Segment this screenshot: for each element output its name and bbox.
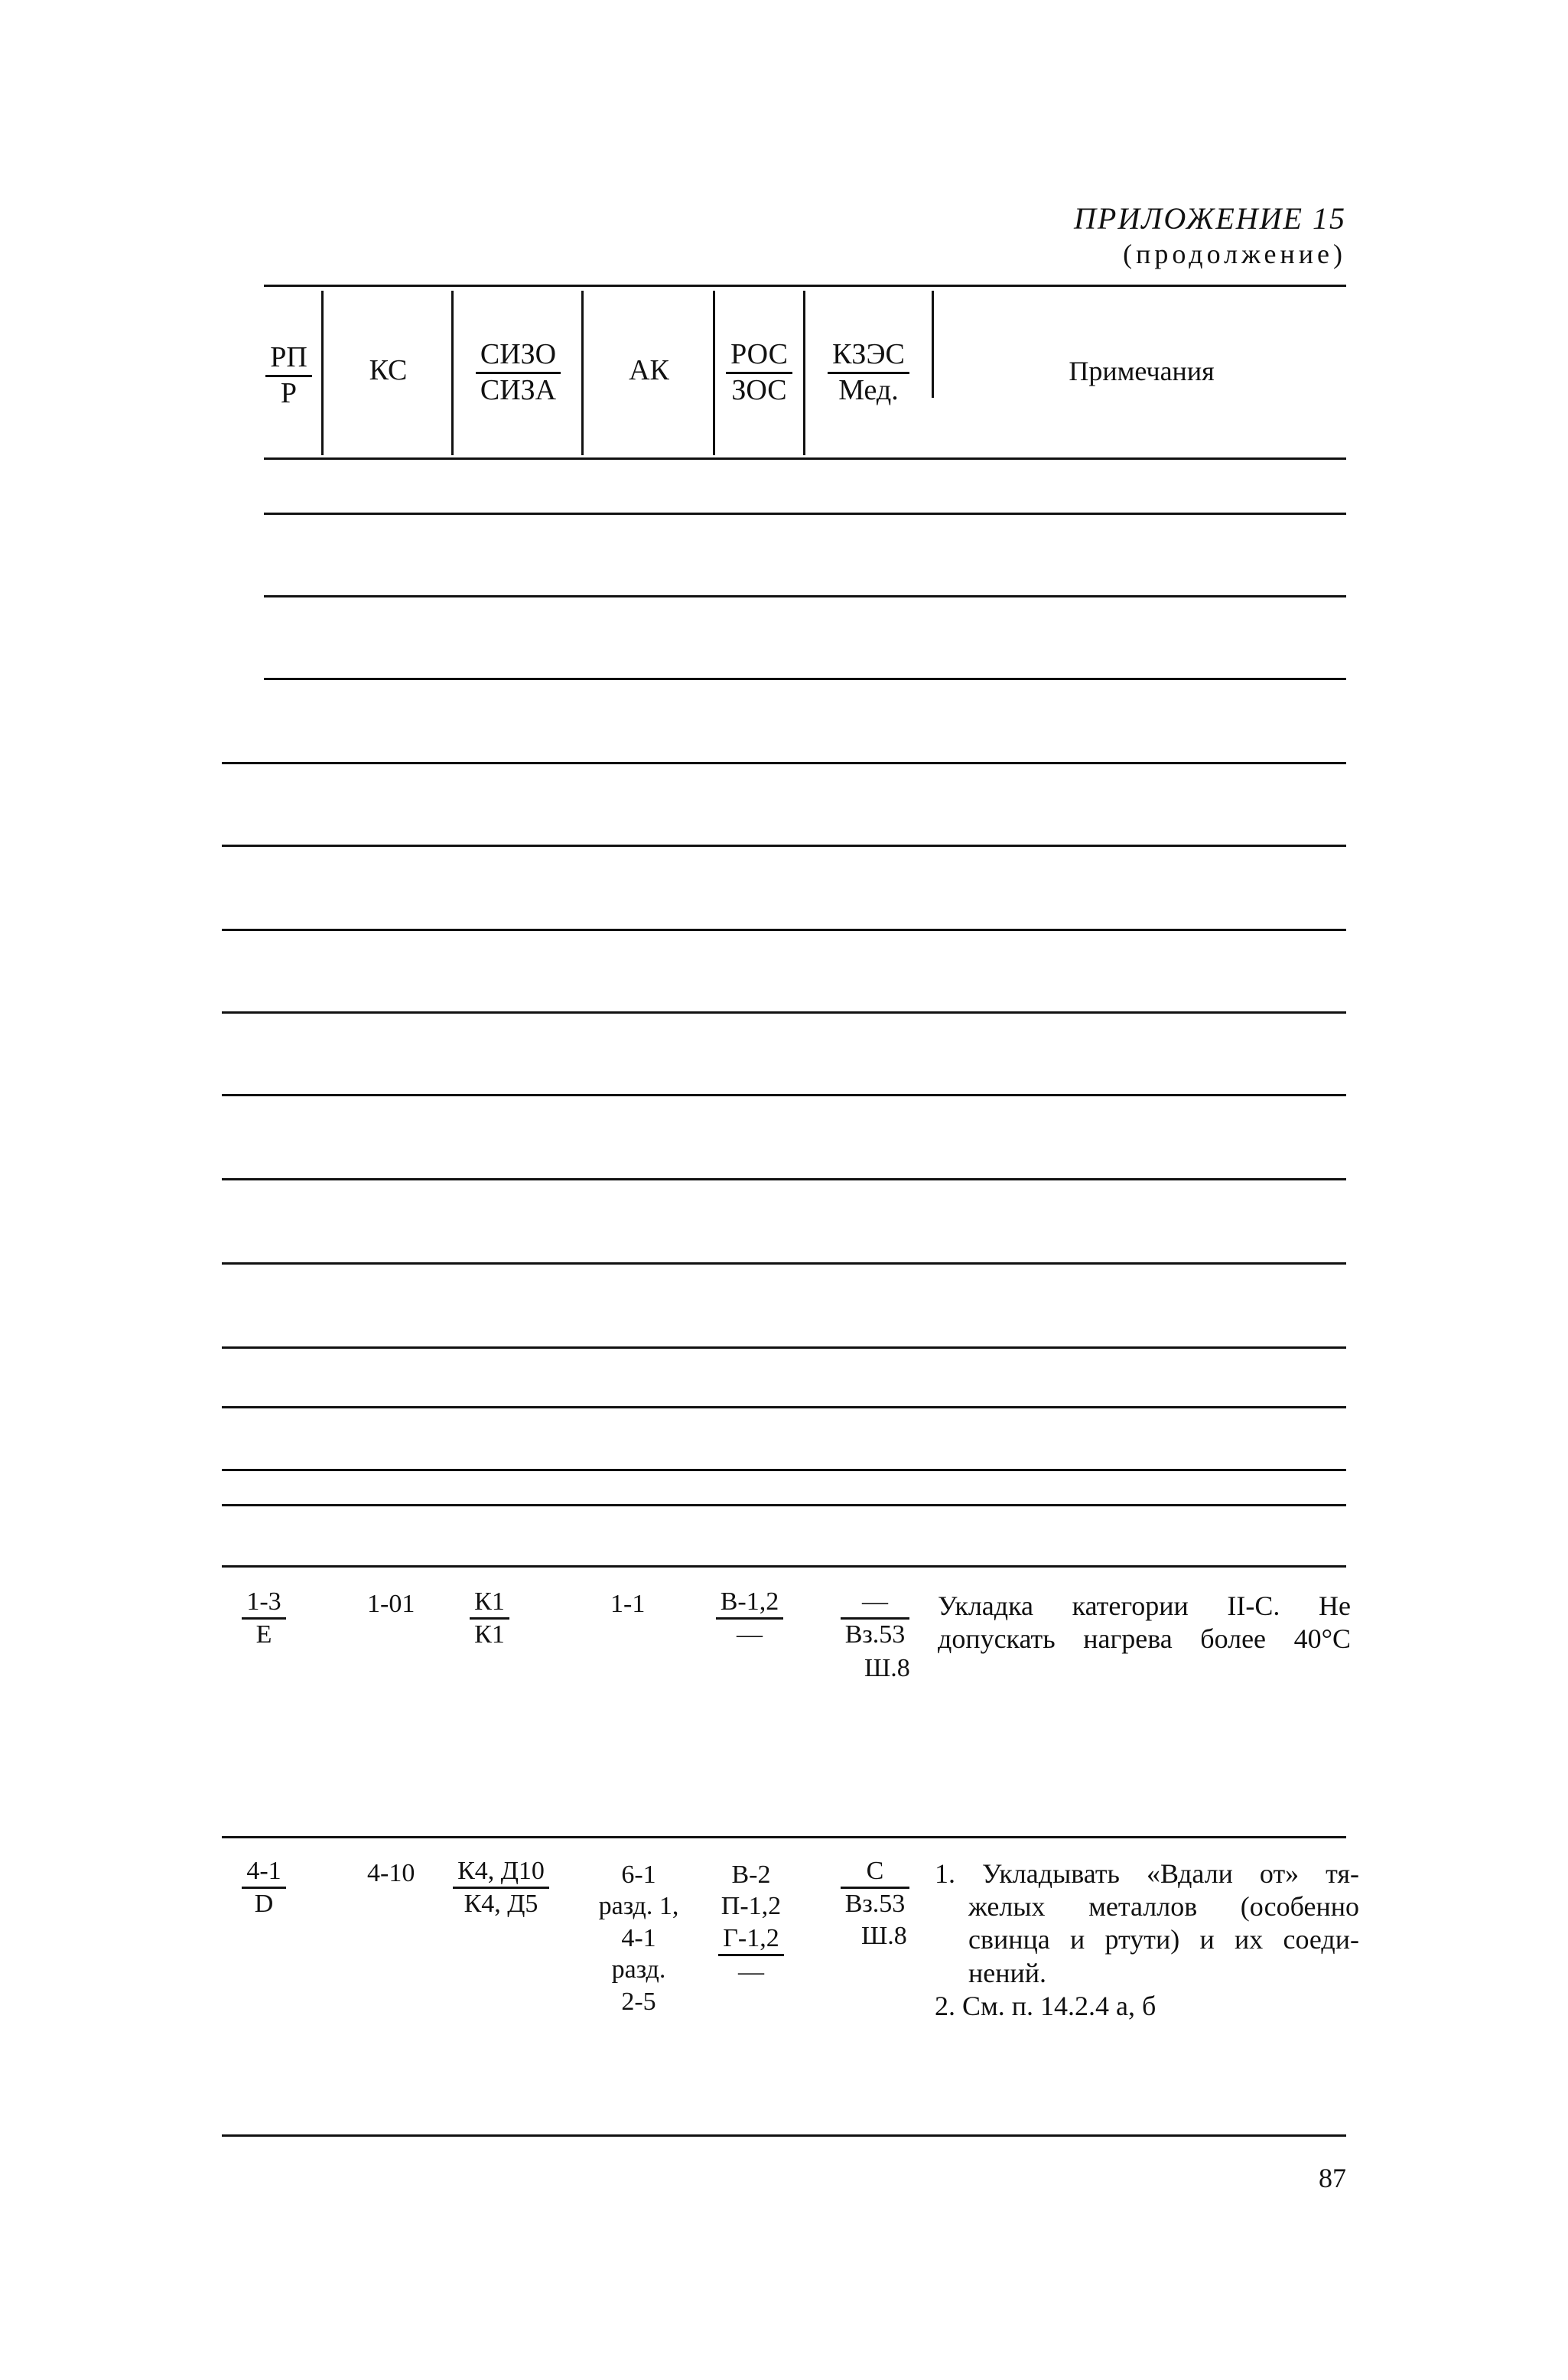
header-ros (715, 340, 803, 407)
header-ros-bottom: ЗОС (731, 373, 787, 406)
table-row-1-ros (696, 1588, 803, 1649)
table-row-2-notes (935, 1857, 1359, 2023)
blank-rule (222, 1011, 1346, 1014)
table-bottom-rule (222, 2134, 1346, 2137)
row-separator (222, 1836, 1346, 1838)
page-number: 87 (1319, 2163, 1346, 2193)
col-divider-3 (581, 291, 584, 455)
blank-rule (264, 595, 1346, 597)
table-row-2-rp (229, 1857, 298, 1919)
table-row-1-ak: 1-1 (610, 1590, 646, 1618)
blank-rule (222, 1094, 1346, 1096)
table-row-2-kzes (814, 1857, 936, 1919)
blank-rule (222, 1406, 1346, 1408)
table-row-2-kzes-extra: Ш.8 (861, 1922, 907, 1950)
table-row-2-ros (698, 1859, 805, 1988)
row2-ros-line-2: П-1,2 (721, 1892, 782, 1921)
row2-sizo-bottom: К4, Д5 (464, 1889, 538, 1918)
blank-rule (264, 513, 1346, 515)
row2-ak-line-3: 4-1 (621, 1923, 656, 1952)
row2-ros-line-3: Г-1,2 (718, 1923, 783, 1956)
row2-rp-top: 4-1 (242, 1857, 285, 1889)
row1-note-line-1: Укладка категории II-С. Не (938, 1590, 1351, 1621)
table-row-1-sizo (428, 1588, 551, 1649)
appendix-title: ПРИЛОЖЕНИЕ 15 (1074, 201, 1346, 236)
row1-kzes-top: — (841, 1588, 910, 1620)
table-header-bottom-rule (264, 457, 1346, 460)
row2-kzes-top: С (841, 1857, 910, 1889)
row2-note-line-3: свинца и ртути) и их соеди- (968, 1924, 1359, 1955)
header-sizo-bottom: СИЗА (480, 373, 557, 406)
table-row-2-sizo (428, 1857, 574, 1919)
col-divider-6 (932, 291, 934, 398)
header-ak: АК (629, 354, 669, 386)
row2-rp-bottom: D (254, 1889, 274, 1918)
header-sizo (455, 340, 581, 407)
header-rp (260, 343, 317, 410)
blank-rule (222, 762, 1346, 764)
row-separator (222, 1565, 1346, 1568)
row1-kzes-bottom: Вз.53 (844, 1620, 906, 1649)
row1-rp-bottom: E (255, 1620, 272, 1649)
row2-note-line-1: 1. Укладывать «Вдали от» тя- (935, 1858, 1359, 1889)
row1-note-line-2: допускать нагрева более 40°С (938, 1623, 1351, 1655)
header-kzes (805, 340, 932, 407)
row2-kzes-bottom: Вз.53 (844, 1889, 906, 1918)
header-sizo-top: СИЗО (476, 340, 561, 374)
col-divider-1 (321, 291, 324, 455)
header-ks: КС (369, 354, 408, 386)
row2-ak-line-2: разд. 1, (598, 1892, 679, 1921)
appendix-header (1017, 200, 1346, 270)
row2-note-line-5: 2. См. п. 14.2.4 а, б (935, 1990, 1156, 2021)
row1-ros-top: В-1,2 (716, 1588, 784, 1620)
row1-ros-bottom: — (737, 1620, 763, 1649)
blank-rule (222, 929, 1346, 931)
row2-ros-line-1: В-2 (731, 1861, 771, 1889)
blank-rule (222, 1346, 1346, 1349)
blank-rule (222, 1469, 1346, 1471)
row1-sizo-top: К1 (470, 1588, 509, 1620)
table-row-1-ks: 1-01 (367, 1590, 415, 1618)
blank-rule (222, 845, 1346, 847)
row2-sizo-top: К4, Д10 (453, 1857, 549, 1889)
table-row-1-kzes (814, 1588, 936, 1649)
table-row-2-ks: 4-10 (367, 1859, 415, 1887)
table-row-1-kzes-extra: Ш.8 (864, 1654, 910, 1682)
blank-rule (222, 1504, 1346, 1506)
table-row-2-ak (581, 1859, 696, 2017)
row2-ak-line-5: 2-5 (621, 1987, 656, 2016)
col-divider-2 (451, 291, 454, 455)
header-rp-top: РП (265, 343, 312, 377)
table-row-1-rp (229, 1588, 298, 1649)
header-kzes-bottom: Мед. (838, 373, 899, 406)
appendix-subtitle: (продолжение) (1123, 239, 1346, 269)
header-ros-top: РОС (726, 340, 792, 374)
blank-rule (264, 678, 1346, 680)
row2-ak-line-1: 6-1 (621, 1861, 656, 1889)
row2-note-line-4: нений. (968, 1957, 1047, 1988)
row1-sizo-bottom: К1 (474, 1620, 505, 1649)
header-kzes-top: КЗЭС (828, 340, 909, 374)
header-notes: Примечания (1069, 356, 1215, 386)
row1-rp-top: 1-3 (242, 1588, 285, 1620)
row2-note-line-2: желых металлов (особенно (968, 1891, 1359, 1923)
row2-ak-line-4: разд. (611, 1955, 666, 1984)
table-top-rule (264, 285, 1346, 287)
table-row-1-notes (938, 1590, 1351, 1656)
blank-rule (222, 1262, 1346, 1265)
row2-ros-line-4: — (738, 1958, 764, 1987)
blank-rule (222, 1178, 1346, 1180)
header-rp-bottom: Р (280, 376, 298, 409)
